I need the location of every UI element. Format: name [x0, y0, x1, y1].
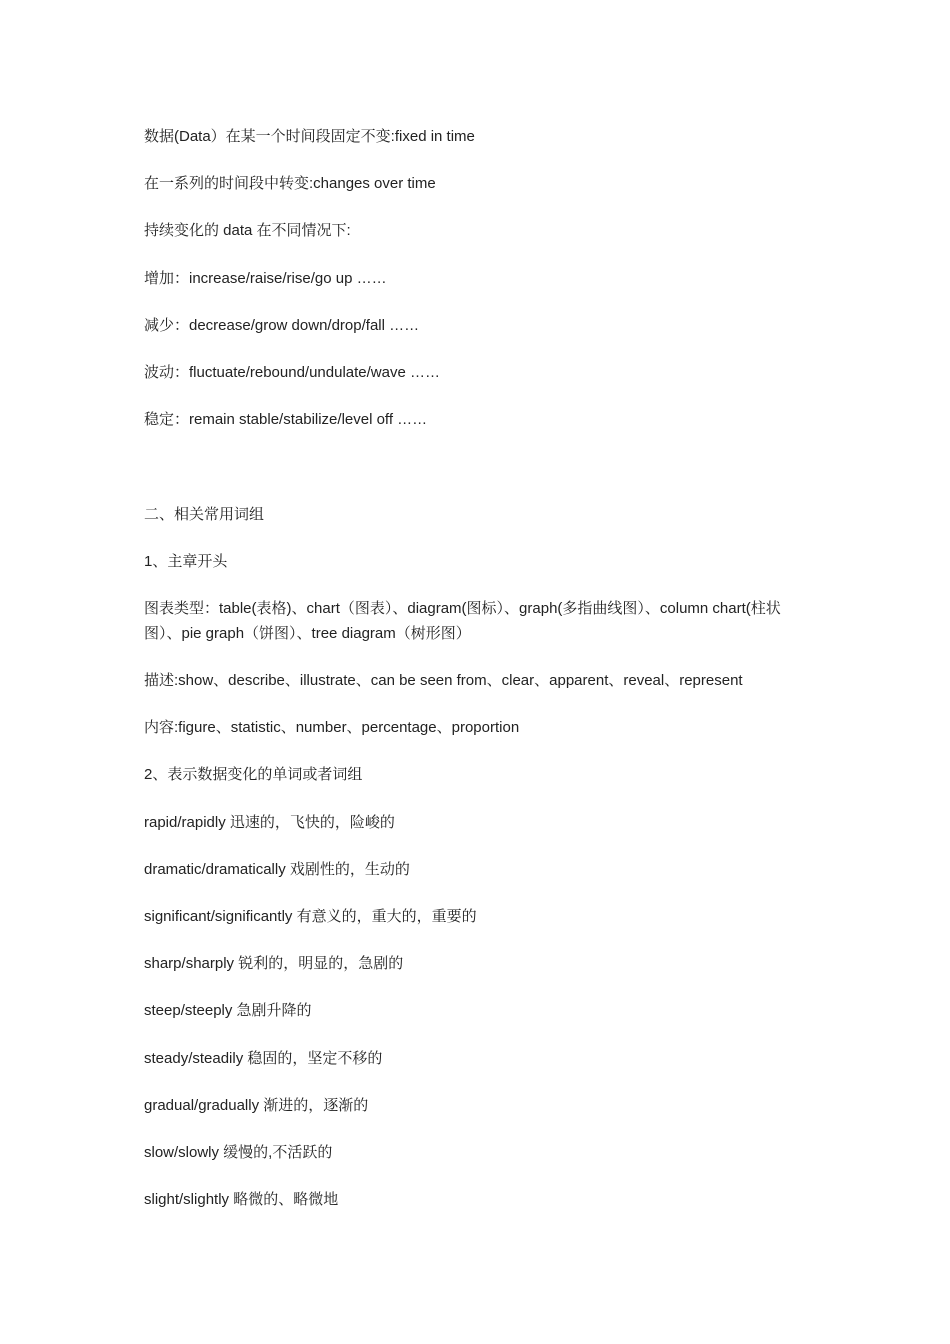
paragraph-stable: 稳定：remain stable/stabilize/level off ……: [144, 411, 428, 428]
paragraph-fluctuate: 波动：fluctuate/rebound/undulate/wave ……: [144, 364, 440, 381]
list-item: steady/steadily 稳固的，坚定不移的: [144, 1050, 383, 1067]
list-item: significant/significantly 有意义的，重大的，重要的: [144, 908, 477, 925]
list-item: slow/slowly 缓慢的,不活跃的: [144, 1144, 333, 1161]
list-item: steep/steeply 急剧升降的: [144, 1002, 312, 1019]
paragraph-describe: 描述:show、describe、illustrate、can be seen from、clear、apparent、reveal、represent: [144, 672, 743, 689]
list-item: sharp/sharply 锐利的，明显的，急剧的: [144, 955, 404, 972]
list-item: rapid/rapidly 迅速的，飞快的，险峻的: [144, 814, 395, 831]
paragraph-content: 内容:figure、statistic、number、percentage、proportion: [144, 719, 520, 736]
subheading-data-change-words: 2、表示数据变化的单词或者词组: [144, 766, 363, 783]
paragraph-changes-over-time: 在一系列的时间段中转变:changes over time: [144, 175, 436, 192]
paragraph-fixed-in-time: 数据(Data）在某一个时间段固定不变:fixed in time: [144, 128, 475, 145]
paragraph-increase: 增加：increase/raise/rise/go up ……: [144, 270, 387, 287]
list-item: slight/slightly 略微的、略微地: [144, 1191, 339, 1208]
subheading-opening: 1、主章开头: [144, 553, 228, 570]
paragraph-continuous-data: 持续变化的 data 在不同情况下:: [144, 222, 351, 239]
list-item: dramatic/dramatically 戏剧性的，生动的: [144, 861, 410, 878]
paragraph-decrease: 减少：decrease/grow down/drop/fall ……: [144, 317, 420, 334]
section-heading: 二、相关常用词组: [144, 506, 265, 523]
list-item: gradual/gradually 渐进的，逐渐的: [144, 1097, 369, 1114]
paragraph-chart-types: 图表类型：table(表格)、chart（图表）、diagram(图标）、graph(多指曲线图）、column chart(柱状图）、pie graph（饼图）、tree diagram（树形图）: [144, 600, 781, 642]
